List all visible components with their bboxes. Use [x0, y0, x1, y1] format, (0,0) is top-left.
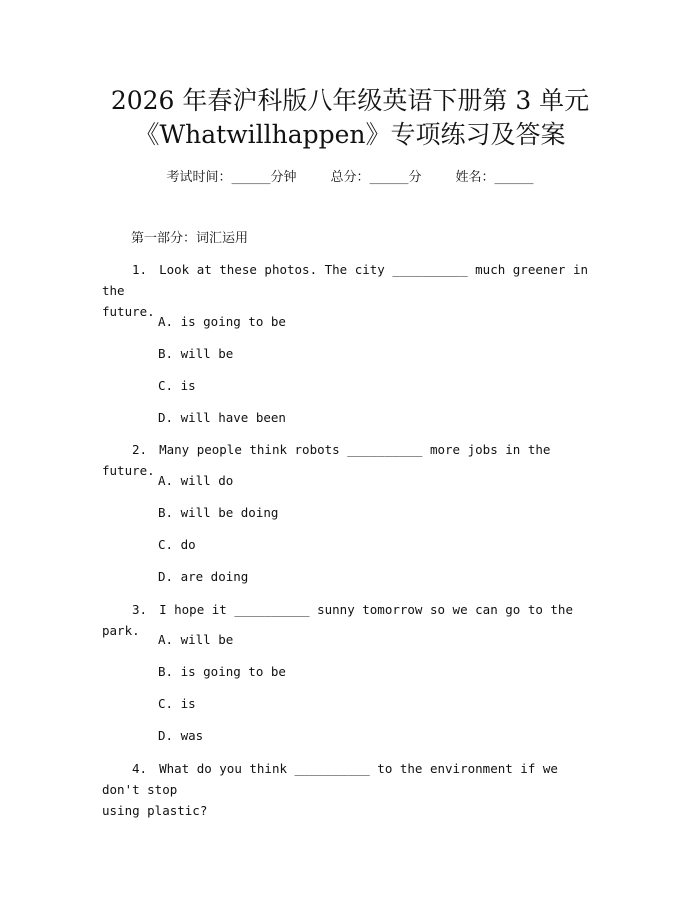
option-1c: C. is	[158, 378, 196, 393]
exam-meta	[0, 168, 700, 188]
question-text-line-2: using plastic?	[102, 803, 208, 818]
question-text-line-1: Look at these photos. The city __________ much greener in the	[102, 262, 589, 298]
question-text-line-1: I hope it __________ sunny tomorrow so we can go to the park.	[102, 602, 573, 638]
option-1b: B. will be	[158, 346, 234, 361]
option-3b: B. is going to be	[158, 664, 286, 679]
question-text-line-1: Many people think robots __________ more jobs in the future.	[102, 442, 551, 478]
question-number: 3.	[132, 602, 148, 617]
document-title-line-1: 2026 年春沪科版八年级英语下册第 3 单元	[110, 86, 590, 115]
option-2b: B. will be doing	[158, 505, 279, 520]
option-3c: C. is	[158, 696, 196, 711]
question-text-line-2: future.	[102, 304, 155, 319]
option-1a: A. is going to be	[158, 314, 286, 329]
student-name-label: 姓名：______	[455, 170, 534, 185]
exam-time-label: 考试时间：______分钟	[166, 170, 297, 185]
document-title-line-2: 《Whatwillhappen》专项练习及答案	[134, 120, 566, 149]
option-3d: D. was	[158, 728, 204, 743]
option-1d: D. will have been	[158, 410, 286, 425]
option-2a: A. will do	[158, 473, 234, 488]
question-number: 4.	[132, 761, 148, 776]
total-score-label: 总分：______分	[330, 170, 422, 185]
option-2c: C. do	[158, 537, 196, 552]
question-number: 2.	[132, 442, 148, 457]
section-title: 第一部分：词汇运用	[131, 231, 249, 246]
option-3a: A. will be	[158, 632, 234, 647]
question-4	[102, 758, 602, 821]
question-number: 1.	[132, 262, 148, 277]
question-text-line-1: What do you think __________ to the environment if we don't stop	[102, 761, 558, 797]
option-2d: D. are doing	[158, 569, 249, 584]
